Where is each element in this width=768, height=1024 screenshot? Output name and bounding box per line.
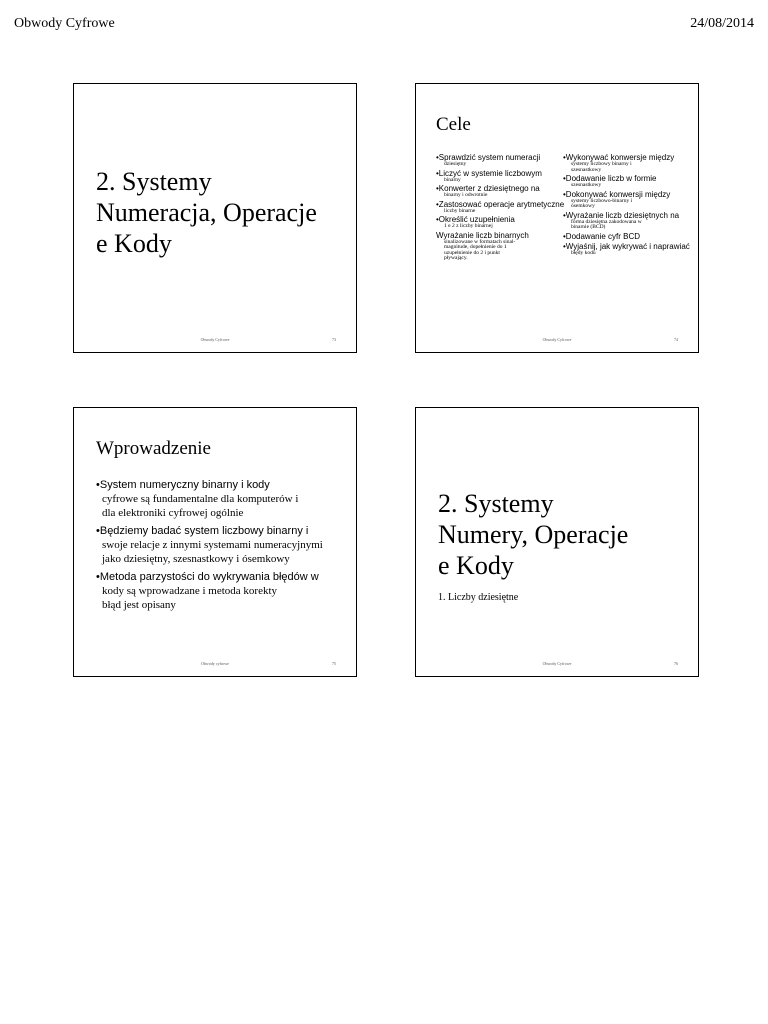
objective-subtext: forma dziesiętna zakodowana w binarnie (BCD)	[571, 218, 642, 230]
bullet-subtext: swoje relacje z innymi systemami numeracyjnymi jako dziesiętny, szesnastkowy i ósemkowy	[102, 539, 323, 565]
objective-item	[563, 243, 700, 257]
objective-text: •Dokonywać konwersji między	[563, 189, 671, 199]
slide-thumbnail-74	[415, 83, 699, 353]
objective-subtext: błędy kodu	[571, 249, 596, 256]
objective-text: •Dodawanie cyfr BCD	[563, 231, 641, 241]
objective-subtext: liczby binarne	[444, 207, 476, 214]
objective-text: •Wykonywać konwersje między	[563, 153, 675, 162]
bullet-subtext: cyfrowe są fundamentalne dla komputerów i dla elektroniki cyfrowej ogólnie	[102, 493, 299, 519]
objectives-right-column	[563, 154, 700, 258]
slide-page-number: 76	[674, 661, 678, 666]
slide-footer: Obwody Cyfrowe	[542, 661, 572, 666]
objective-item	[436, 216, 571, 230]
objective-subtext: szesnastkowy	[571, 182, 602, 188]
objective-text: •Zastosować operacje arytmetyczne	[436, 199, 565, 209]
bullet-text: •Będziemy badać system liczbowy binarny i	[96, 525, 309, 537]
objective-subtext: binarny i odwrotnie	[444, 192, 488, 198]
objective-subtext: binarny	[444, 176, 461, 183]
intro-bullet-list	[96, 478, 356, 616]
objective-subtext: dziesiętny	[444, 161, 467, 167]
objective-text: •Określić uzupełnienia	[436, 215, 515, 224]
objective-text: •Wyjaśnij, jak wykrywać i naprawiać	[563, 241, 690, 251]
objective-item	[563, 191, 700, 210]
objective-item	[436, 185, 571, 199]
slide-title: Wprowadzenie	[96, 438, 211, 459]
objective-text: •Konwerter z dziesiętnego na	[436, 184, 540, 193]
objective-text: Wyrażanie liczb binarnych	[436, 230, 529, 240]
slide-page-number: 73	[332, 337, 336, 342]
slide-page-number: 74	[674, 337, 678, 342]
objective-text: •Sprawdzić system numeracji	[436, 153, 541, 162]
objective-item	[563, 212, 700, 231]
objectives-left-column	[436, 154, 571, 264]
intro-bullet	[96, 478, 356, 520]
page-header-date: 24/08/2014	[690, 16, 754, 31]
objective-subtext: systemy liczbowy binarny i szesnastkowy	[571, 161, 632, 173]
objective-item	[436, 154, 571, 168]
intro-bullet	[96, 524, 356, 566]
slide-title: 2. Systemy Numeracja, Operacje e Kody	[96, 167, 317, 258]
slide-title: Cele	[436, 114, 471, 135]
slide-footer: Obwody Cyfrowe	[200, 337, 230, 342]
page-header-left: Obwody Cyfrowe	[14, 16, 115, 31]
bullet-text: •System numeryczny binarny i kody	[96, 479, 270, 491]
objective-subtext: 1 e 2 z liczby binarnej	[444, 223, 493, 229]
slide-thumbnail-73	[73, 83, 357, 353]
objective-text: •Liczyć w systemie liczbowym	[436, 168, 542, 178]
bullet-text: •Metoda parzystości do wykrywania błędów w	[96, 571, 319, 583]
slide-footer: Obwody Cyfrowe	[542, 337, 572, 342]
objective-item	[563, 175, 700, 189]
slide-subtitle: 1. Liczby dziesiętne	[438, 592, 519, 603]
objective-text: •Wyrażanie liczb dziesiętnych na	[563, 210, 680, 220]
objective-text: •Dodawanie liczb w formie	[563, 174, 657, 183]
objective-item	[436, 201, 571, 215]
slide-title: 2. Systemy Numery, Operacje e Kody	[438, 489, 629, 580]
bullet-subtext: kody są wprowadzane i metoda korekty błąd jest opisany	[102, 585, 278, 611]
objective-item	[563, 233, 700, 241]
slide-page-number: 75	[332, 661, 336, 666]
slide-footer: Obwody cyfrowe	[201, 661, 229, 666]
objective-item	[563, 154, 700, 173]
objective-item	[436, 170, 571, 184]
objective-subtext: systemy liczbowo-binarny i ósemkowy	[571, 197, 633, 209]
intro-bullet	[96, 570, 356, 612]
slide-thumbnail-76	[415, 407, 699, 677]
objective-item	[436, 232, 571, 262]
objective-subtext: sinalizowane w formatach sinal- magnitude, dopełnienie do 1 uzupełnienie do 2 i punkt pływający.	[444, 238, 516, 261]
slide-thumbnail-75	[73, 407, 357, 677]
